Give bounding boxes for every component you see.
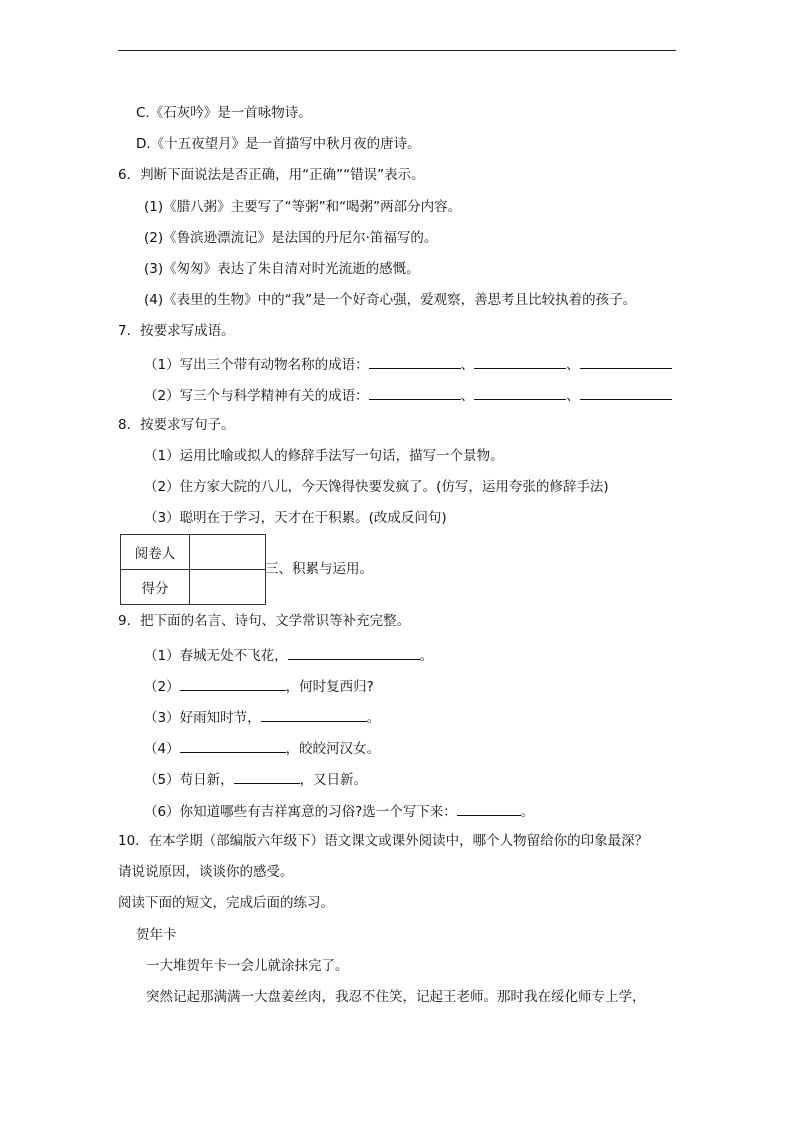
answer-blank[interactable] [369, 354, 461, 369]
q9-item-1 [144, 645, 433, 665]
answer-blank[interactable] [580, 385, 672, 400]
answer-blank[interactable] [261, 707, 367, 722]
q9-item-2-text: （2） [144, 679, 180, 695]
score-cell[interactable] [190, 570, 266, 605]
separator: 、 [460, 388, 475, 404]
q9-item-2-tail: ，何时复西归? [285, 679, 374, 695]
question-8: 8．按要求写句子。 [118, 417, 235, 433]
score-table [120, 534, 266, 605]
answer-blank[interactable] [457, 801, 521, 816]
punctuation: 。 [366, 710, 381, 726]
section-heading: 三、积累与运用。 [265, 561, 373, 577]
separator: 、 [460, 357, 475, 373]
q9-item-6-text: （6）你知道哪些有吉祥寓意的习俗?选一个写下来： [144, 804, 457, 820]
score-label: 得分 [121, 570, 190, 605]
question-7: 7．按要求写成语。 [118, 323, 235, 339]
option-c: C.《石灰吟》是一首咏物诗。 [136, 105, 312, 121]
header-rule [118, 50, 676, 51]
answer-blank[interactable] [580, 354, 672, 369]
q9-item-3 [144, 707, 380, 727]
option-d: D.《十五夜望月》是一首描写中秋月夜的唐诗。 [136, 136, 421, 152]
q6-item-3: (3)《匆匆》表达了朱自清对时光流逝的感慨。 [144, 261, 420, 277]
separator: 、 [566, 357, 580, 373]
q9-item-4-text: （4） [144, 741, 180, 757]
q7-item-2-text: （2）写三个与科学精神有关的成语： [144, 388, 369, 404]
answer-blank[interactable] [180, 738, 286, 753]
grader-label: 阅卷人 [121, 535, 190, 570]
punctuation: 。 [520, 804, 535, 820]
q6-item-2: (2)《鲁滨逊漂流记》是法国的丹尼尔·笛福写的。 [144, 230, 438, 246]
q7-item-1 [144, 354, 672, 374]
q9-item-3-text: （3）好雨知时节， [144, 710, 261, 726]
question-10-line-1: 10．在本学期（部编版六年级下）语文课文或课外阅读中，哪个人物留给你的印象最深？ [118, 833, 649, 849]
passage-paragraph-1: 一大堆贺年卡一会儿就涂抹完了。 [146, 958, 349, 974]
q9-item-4 [144, 738, 380, 758]
q9-item-2 [144, 676, 374, 696]
q9-item-5-text: （5）苟日新， [144, 772, 234, 788]
q9-item-1-text: （1）春城无处不飞花， [144, 648, 288, 664]
q8-item-3: （3）聪明在于学习，天才在于积累。(改成反问句) [144, 510, 447, 526]
punctuation: 。 [419, 648, 434, 664]
q8-item-1: （1）运用比喻或拟人的修辞手法写一句话，描写一个景物。 [144, 448, 504, 464]
answer-blank[interactable] [234, 769, 300, 784]
passage-title: 贺年卡 [136, 927, 177, 943]
passage-paragraph-2: 突然记起那满满一大盘姜丝肉，我忍不住笑，记起王老师。那时我在绥化师专上学， [146, 989, 646, 1005]
q8-item-2: （2）住方家大院的八儿，今天馋得快要发疯了。(仿写，运用夸张的修辞手法) [144, 479, 609, 495]
question-6: 6．判断下面说法是否正确，用“正确”“错误”表示。 [118, 167, 425, 183]
answer-blank[interactable] [288, 645, 420, 660]
answer-blank[interactable] [180, 676, 286, 691]
q9-item-4-tail: ，皎皎河汉女。 [285, 741, 381, 757]
answer-blank[interactable] [474, 385, 566, 400]
question-9: 9．把下面的名言、诗句、文学常识等补充完整。 [118, 613, 411, 629]
answer-blank[interactable] [474, 354, 566, 369]
q6-item-4: (4)《表里的生物》中的“我”是一个好奇心强，爱观察，善思考且比较执着的孩子。 [144, 292, 637, 308]
answer-blank[interactable] [369, 385, 461, 400]
q6-item-1: (1)《腊八粥》主要写了“等粥”和“喝粥”两部分内容。 [144, 199, 462, 215]
q9-item-6 [144, 801, 534, 821]
question-10-line-2: 请说说原因，谈谈你的感受。 [118, 864, 294, 880]
grader-cell[interactable] [190, 535, 266, 570]
q9-item-5-tail: ，又日新。 [299, 772, 368, 788]
separator: 、 [566, 388, 580, 404]
q7-item-2 [144, 385, 672, 405]
q7-item-1-text: （1）写出三个带有动物名称的成语： [144, 357, 369, 373]
q9-item-5 [144, 769, 367, 789]
reading-instruction: 阅读下面的短文，完成后面的练习。 [118, 895, 334, 911]
